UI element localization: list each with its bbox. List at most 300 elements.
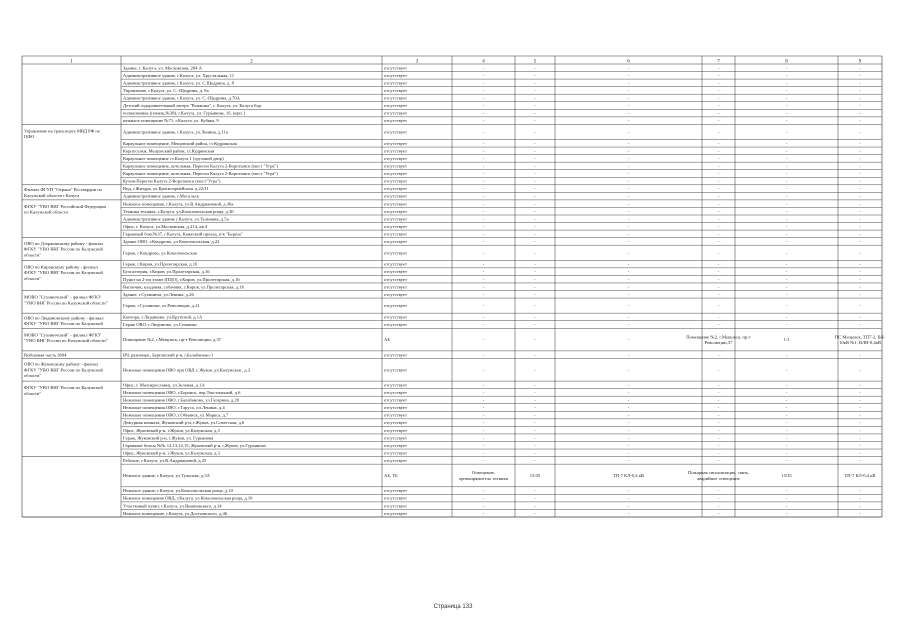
col4-cell: - [482, 397, 485, 403]
col5-cell: - [534, 231, 536, 237]
header-cell-1: 1 [70, 59, 73, 65]
col7-cell: - [717, 216, 720, 222]
address-cell: Нежилые помещения ОВО при ОВД г. Жуков ,ул.Калужская , д.3 [123, 367, 251, 373]
col5-cell: - [534, 284, 536, 290]
col8-cell: - [785, 223, 788, 229]
power-source-cell: отсутствует [384, 186, 407, 192]
col8-cell: - [785, 269, 788, 275]
power-source-cell: отсутствует [384, 367, 407, 373]
col8-cell: - [785, 390, 788, 396]
col9-cell: - [859, 65, 861, 71]
col9-cell: - [859, 171, 861, 177]
col9-cell: - [859, 72, 861, 78]
col6-cell: - [627, 405, 630, 411]
col9-cell: - [859, 129, 861, 135]
col5-cell: - [534, 412, 536, 418]
col8-cell: - [785, 250, 788, 256]
col4-cell: - [482, 337, 485, 343]
address-cell: Нежилые помещения ОВО, г.Таруса, пл.Ленина, д.4 [123, 405, 225, 411]
col4-cell: - [482, 269, 485, 275]
col4-cell: - [482, 495, 485, 501]
address-cell: Контора, г.Людиново, ул.Крупской, д.1А [123, 314, 203, 320]
col9-cell: - [859, 178, 861, 184]
col4-cell: - [482, 118, 485, 124]
col6-cell: - [627, 276, 630, 282]
power-source-cell: отсутствует [384, 216, 407, 222]
col5-cell: - [534, 80, 536, 86]
power-source-cell: отсутствует [384, 140, 407, 146]
col5-cell: - [534, 72, 536, 78]
col9-cell: - [859, 352, 861, 358]
col8-cell: - [785, 314, 788, 320]
col6-cell: - [627, 223, 630, 229]
col4-cell: - [482, 503, 485, 509]
col7-cell: - [717, 303, 720, 309]
col5-cell: - [534, 178, 536, 184]
col8-cell: - [785, 231, 788, 237]
power-source-cell: отсутствует [384, 457, 407, 463]
address-cell: Офис, г. Калуга, ул.Московская, д.214, кв.4 [123, 223, 208, 229]
organization-cell: области" [24, 252, 42, 258]
col9-cell: - [859, 291, 861, 297]
col7-cell: - [717, 129, 720, 135]
power-source-cell: отсутствует [384, 276, 407, 282]
col4-cell: - [482, 65, 485, 71]
col7-cell: - [717, 208, 720, 214]
address-cell: Караульное помещение, котельная, Перегон Калуга 2-Воротынск (мост "Угра") [123, 171, 278, 177]
address-cell: Нежилые помещения ОВО, г.Балабаново, ул.Гагарина, д.20 [123, 397, 240, 403]
col8-cell: - [785, 495, 788, 501]
col6-cell: - [627, 178, 630, 184]
col6-cell: - [627, 140, 630, 146]
address-cell: Помещение №2, г.Мещовск, пр-т Революции, д.37 [123, 337, 222, 343]
col7-cell: - [717, 284, 720, 290]
col6-cell: - [627, 291, 630, 297]
power-source-cell: отсутствует [384, 72, 407, 78]
col5-cell: - [534, 276, 536, 282]
address-cell: Участковый пункт, г.Калуга, ул.Вишневского, д.14 [123, 503, 222, 509]
col4-cell: - [482, 412, 485, 418]
power-source-cell: отсутствует [384, 178, 407, 184]
power-source-cell: отсутствует [384, 88, 407, 94]
address-cell: Нежилое помещение, г.Калуга, ул.Достоевского, д.46 [123, 510, 228, 516]
organization-cell: Филиал ФГУП "Охрана" Росгвардии по [24, 187, 103, 193]
col7-cell: - [717, 397, 720, 403]
header-cell-9: 9 [858, 59, 862, 65]
address-cell: нежилое помещение №71, г.Калуга, ул. Кубяка, 9 [123, 118, 219, 124]
address-cell: Гараж, г.Киров, ул.Пролетарская, д.16 [123, 261, 198, 267]
col8-cell: - [785, 155, 788, 161]
col4-cell: - [482, 276, 485, 282]
address-cell: Кухня-Перегон Калуга 2-Воротынск (мост"Угра") [123, 178, 221, 184]
col8-cell: - [785, 352, 788, 358]
col4-cell: Освещение, [471, 470, 496, 476]
address-cell: Гаражные боксы №№ 12,13,14,15, Жуковский р-н, г.Жуков, ул.Гурьянова [123, 442, 266, 448]
col5-cell: - [534, 129, 536, 135]
power-source-cell: отсутствует [384, 129, 407, 135]
col7-cell: - [717, 457, 720, 463]
power-source-cell: отсутствует [384, 250, 407, 256]
col5-cell: - [534, 450, 536, 456]
address-cell: Бухгалтерия, г.Киров, ул.Пролетарская, д.16 [123, 269, 210, 275]
address-cell: Гараж, г.Сухиничи, ул.Революции, д.21 [123, 303, 200, 309]
address-cell: Административное здание, г.Калуга, ул. Хрустальная, 11 [123, 72, 235, 78]
col9-cell: - [859, 367, 861, 373]
col8-cell: - [785, 171, 788, 177]
col6-cell: - [627, 390, 630, 396]
organization-cell: ФГКУ "УВО ВНГ Российской Федерации [24, 203, 106, 209]
power-source-cell: отсутствует [384, 503, 407, 509]
col8-cell: - [785, 291, 788, 297]
col6-cell: - [627, 337, 630, 343]
col7-cell: - [717, 178, 720, 184]
col8-cell: - [785, 80, 788, 86]
col9-cell: - [859, 284, 861, 290]
col7-cell: - [717, 118, 720, 124]
organization-cell: Калужской области г.Калуга [24, 192, 80, 198]
address-cell: Административное здание, г.Мосальск [123, 193, 199, 199]
col4-cell: - [482, 223, 485, 229]
col7-cell: - [717, 250, 720, 256]
col6-cell: - [627, 412, 630, 418]
organization-cell: ЦФО [24, 134, 35, 140]
col7-cell: - [717, 103, 720, 109]
organization-cell: области" [24, 390, 42, 396]
col9-cell: - [859, 103, 861, 109]
col5-cell: - [534, 420, 536, 426]
col8-cell: - [785, 88, 788, 94]
col6-cell: - [627, 201, 630, 207]
col9-cell: - [859, 208, 861, 214]
col7-cell: - [717, 367, 720, 373]
col7-cell: - [717, 65, 720, 71]
col7-cell: - [717, 390, 720, 396]
col5-cell: - [534, 457, 536, 463]
col6-cell: - [627, 231, 630, 237]
col5-cell: - [534, 155, 536, 161]
col9-cell: - [859, 450, 861, 456]
col7-cell: - [717, 314, 720, 320]
power-source-cell: отсутствует [384, 155, 407, 161]
col7-cell: - [717, 163, 720, 169]
col4-cell: - [482, 303, 485, 309]
power-source-cell: отсутствует [384, 201, 407, 207]
col7-cell: Пожарная сигнализация, связь, [688, 470, 749, 476]
col7-cell: - [717, 239, 720, 245]
col9-cell: - [859, 163, 861, 169]
col6-cell: - [627, 250, 630, 256]
col8-cell: - [785, 442, 788, 448]
power-source-cell: отсутствует [384, 208, 407, 214]
power-source-cell: отсутствует [384, 239, 407, 245]
power-source-cell: отсутствует [384, 291, 407, 297]
col7-cell: - [717, 171, 720, 177]
col4-cell: - [482, 390, 485, 396]
col7-cell: - [717, 95, 720, 101]
power-source-cell: отсутствует [384, 148, 407, 154]
col6-cell: - [627, 352, 630, 358]
address-cell: Здание ОВО, г.Кондрово, ул.Комсомольская, д.22 [123, 239, 220, 245]
col7-cell: - [717, 488, 720, 494]
col4-cell: - [482, 129, 485, 135]
col9-cell: - [859, 148, 861, 154]
power-source-cell: отсутствует [384, 65, 407, 71]
address-cell: Техника техника, г.Калуга, ул.Комсомольская роща, д.30 [123, 208, 234, 214]
address-cell: Нежилое помещение ОВД, г.Калуга, ул.Комсомольская роща, д.10 [123, 495, 253, 501]
power-source-cell: АБ [384, 337, 390, 343]
col4-cell: - [482, 103, 485, 109]
col8-cell: - [785, 129, 788, 135]
col6-cell: - [627, 284, 630, 290]
col8-cell: - [785, 208, 788, 214]
col8-cell: - [785, 427, 788, 433]
col7-cell: - [717, 155, 720, 161]
address-cell: Гараж, Жуковский р-н, г.Жуков, ул. Гурьянова [123, 435, 214, 441]
col6-cell: - [627, 397, 630, 403]
address-cell: Нежилое здание, г.Калуга, ул.Тульская, д.5А [123, 473, 210, 479]
address-cell: Гаражный бокс№37, г.Калуга, Кажеский проезд, п/к "Берёза" [123, 231, 243, 237]
col9-cell: - [859, 412, 861, 418]
address-cell: Административное здание, г.Калуга, ул. С.Щедрина, д. 8 [123, 80, 234, 86]
col9-cell: - [859, 427, 861, 433]
col9-cell: - [859, 405, 861, 411]
power-source-cell: отсутствует [384, 269, 407, 275]
organization-cell: "УВО ВНГ России по Калужской области" [24, 300, 108, 306]
col4-cell: - [482, 367, 485, 373]
col4-cell: - [482, 208, 485, 214]
col9-cell: ПС Мещовск, ТП7-2, ВЛ- [834, 334, 886, 340]
col5-cell: - [534, 427, 536, 433]
col7-cell: - [717, 261, 720, 267]
col5-cell: - [534, 352, 536, 358]
col5-cell: - [534, 65, 536, 71]
col5-cell: - [534, 95, 536, 101]
col8-cell: - [785, 284, 788, 290]
col4-cell: - [482, 110, 485, 116]
col8-cell: - [785, 239, 788, 245]
col4-cell: - [482, 450, 485, 456]
power-source-cell: отсутствует [384, 420, 407, 426]
col7-cell: Революции,37 [704, 340, 733, 346]
power-source-cell: отсутствует [384, 171, 407, 177]
power-source-cell: отсутствует [384, 163, 407, 169]
address-cell: Вид, г.Жиздра, ул.Красноармейская, д.22/11 [123, 186, 209, 192]
col6-cell: - [627, 216, 630, 222]
col4-cell: - [482, 88, 485, 94]
col6-cell: - [627, 510, 630, 516]
col5-cell: - [534, 193, 536, 199]
col7-cell: - [717, 503, 720, 509]
col9-cell: - [859, 140, 861, 146]
col9-cell: - [859, 201, 861, 207]
col6-cell: - [627, 488, 630, 494]
col8-cell: 1/1 [783, 337, 790, 343]
address-cell: Вагончик, кладовая, собачник, г.Киров, ул.Пролетарская, д.16 [123, 284, 244, 290]
col6-cell: - [627, 95, 630, 101]
col6-cell: - [627, 103, 630, 109]
col4-cell: - [482, 382, 485, 388]
col6-cell: - [627, 163, 630, 169]
col5-cell: - [534, 442, 536, 448]
col9-cell: - [859, 397, 861, 403]
col7-cell: - [717, 412, 720, 418]
col5-cell: 15/35 [529, 473, 541, 479]
col9-cell: - [859, 314, 861, 320]
col6-cell: - [627, 186, 630, 192]
organization-cell: Войсковая часть 3694 [24, 352, 67, 358]
col7-cell: Помещение №2, г.Мещовск, пр-т [686, 334, 751, 340]
col9-cell: - [859, 488, 861, 494]
address-cell: Здание, г.Сухиничи, ул.Ленина, д.26 [123, 291, 194, 297]
col8-cell: - [785, 510, 788, 516]
power-source-cell: отсутствует [384, 450, 407, 456]
organization-cell: области" [24, 275, 42, 281]
col4-cell: - [482, 163, 485, 169]
col6-cell: - [627, 427, 630, 433]
col7-cell: - [717, 201, 720, 207]
col6-cell: - [627, 269, 630, 275]
col7-cell: - [717, 382, 720, 388]
col7-cell: - [717, 276, 720, 282]
col4-cell: - [482, 95, 485, 101]
col8-cell: - [785, 261, 788, 267]
col5-cell: - [534, 239, 536, 245]
address-cell: Административное здание, г.Калуга, ул.Ленина, д.11а [123, 129, 228, 135]
col8-cell: - [785, 397, 788, 403]
address-cell: Караульное помещение, котельная, Перегон Калуга 2-Воротынск (мост "Угра") [123, 163, 278, 169]
col5-cell: - [534, 397, 536, 403]
col9-cell: - [859, 110, 861, 116]
header-cell-7: 7 [717, 59, 720, 65]
organization-cell: Управление на транспорте МВД РФ по [24, 128, 101, 134]
power-source-cell: отсутствует [384, 110, 407, 116]
col4-cell: - [482, 186, 485, 192]
col5-cell: - [534, 110, 536, 116]
col6-cell: - [627, 88, 630, 94]
col4-cell: - [482, 155, 485, 161]
address-cell: Корпусулки, Мещовский район, ст.Кудринская [123, 148, 215, 154]
power-source-cell: отсутствует [384, 322, 407, 328]
address-cell: Здание, г. Калуга, ул. Московская, 204 А [123, 65, 202, 71]
col7-cell: - [717, 140, 720, 146]
power-source-cell: отсутствует [384, 231, 407, 237]
col7-cell: - [717, 420, 720, 426]
col8-cell: - [785, 148, 788, 154]
col8-cell: - [785, 140, 788, 146]
col9-cell: ТП-7 КЛ-0,4 кВ [844, 473, 876, 479]
col5-cell: - [534, 163, 536, 169]
power-source-cell: отсутствует [384, 223, 407, 229]
col9-cell: - [859, 303, 861, 309]
page-number: Страница 133 [433, 604, 473, 610]
col6-cell: - [627, 314, 630, 320]
col4-cell: - [482, 352, 485, 358]
organization-cell: ФГКУ "УВО ВНГ России по Калужской [24, 385, 103, 391]
header-cell-4: 4 [482, 59, 485, 65]
col8-cell: 15/35 [781, 473, 792, 479]
col4-cell: - [482, 510, 485, 516]
col7-cell: - [717, 322, 720, 328]
col4-cell: - [482, 488, 485, 494]
col4-cell: - [482, 420, 485, 426]
col7-cell: - [717, 427, 720, 433]
col5-cell: - [534, 148, 536, 154]
col6-cell: - [627, 110, 630, 116]
col7-cell: - [717, 88, 720, 94]
col6-cell: - [627, 148, 630, 154]
col8-cell: - [785, 72, 788, 78]
col8-cell: - [785, 303, 788, 309]
col4-cell: - [482, 284, 485, 290]
col5-cell: - [534, 208, 536, 214]
col7-cell: - [717, 352, 720, 358]
header-cell-5: 5 [533, 59, 537, 65]
col5-cell: - [534, 291, 536, 297]
organization-cell: ОВО по Жуковскому району - филиал [24, 361, 99, 367]
col9-cell: - [859, 382, 861, 388]
col5-cell: - [534, 495, 536, 501]
col7-cell: - [717, 510, 720, 516]
col9-cell: - [859, 193, 861, 199]
col8-cell: - [785, 201, 788, 207]
col5-cell: - [534, 314, 536, 320]
col7-cell: - [717, 435, 720, 441]
col5-cell: - [534, 510, 536, 516]
col6-cell: - [627, 72, 630, 78]
col9-cell: - [859, 390, 861, 396]
col5-cell: - [534, 390, 536, 396]
col7-cell: - [717, 495, 720, 501]
col9-cell: - [859, 420, 861, 426]
col8-cell: - [785, 457, 788, 463]
col5-cell: - [534, 250, 536, 256]
col6-cell: - [627, 239, 630, 245]
col9-cell: - [859, 88, 861, 94]
col5-cell: - [534, 140, 536, 146]
col9-cell: - [859, 442, 861, 448]
col5-cell: - [534, 171, 536, 177]
col9-cell: - [859, 276, 861, 282]
power-source-cell: отсутствует [384, 284, 407, 290]
power-source-cell: отсутствует [384, 510, 407, 516]
col9-cell: - [859, 322, 861, 328]
header-cell-3: 3 [415, 59, 419, 65]
col5-cell: - [534, 367, 536, 373]
col5-cell: - [534, 435, 536, 441]
col5-cell: - [534, 223, 536, 229]
col6-cell: - [627, 495, 630, 501]
address-cell: Рабочие, г.Калуга, ул.В.Андриановой, д.25 [123, 457, 207, 463]
col7-cell: - [717, 148, 720, 154]
power-source-cell: отсутствует [384, 435, 407, 441]
col6-cell: - [627, 80, 630, 86]
col5-cell: - [534, 488, 536, 494]
col9-cell: - [859, 503, 861, 509]
col4-cell: - [482, 261, 485, 267]
power-source-cell: отсутствует [384, 412, 407, 418]
col6-cell: - [627, 420, 630, 426]
power-source-cell: отсутствует [384, 103, 407, 109]
power-source-cell: отсутствует [384, 405, 407, 411]
col4-cell: - [482, 250, 485, 256]
col8-cell: - [785, 420, 788, 426]
col6-cell: - [627, 382, 630, 388]
col8-cell: - [785, 193, 788, 199]
col4-cell: - [482, 148, 485, 154]
col6-cell: - [627, 193, 630, 199]
col9-cell: - [859, 223, 861, 229]
address-cell: Офис, Жуковский р-н, г.Жуков, ул.Калужская, д.3 [123, 427, 220, 433]
